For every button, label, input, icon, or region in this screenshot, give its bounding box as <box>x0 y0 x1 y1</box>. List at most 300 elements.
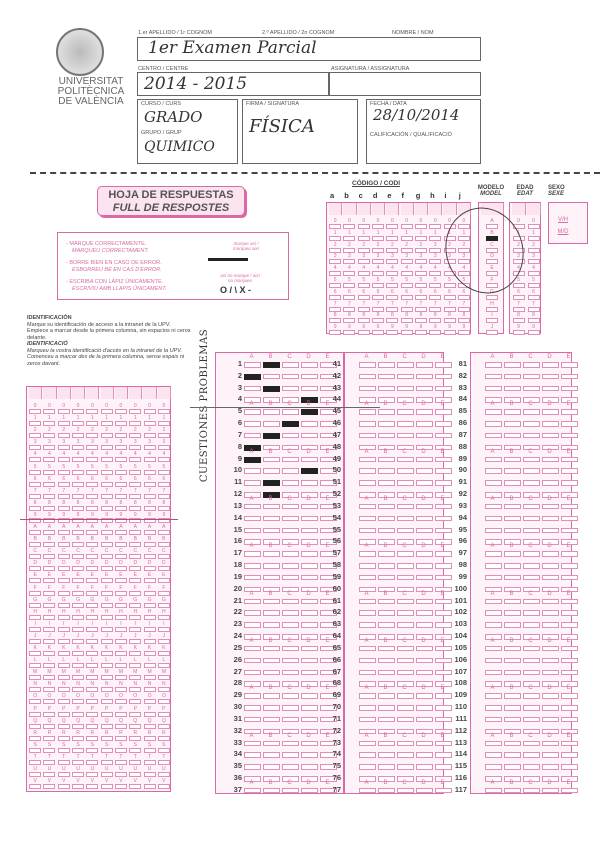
answer-bubble-c[interactable] <box>397 386 414 392</box>
answer-bubble-a[interactable] <box>244 705 261 711</box>
answer-bubble-b[interactable] <box>378 409 395 415</box>
bubble-option[interactable]: P <box>29 706 41 717</box>
bubble-option[interactable]: 4 <box>101 451 113 462</box>
answer-bubble-b[interactable] <box>504 741 521 747</box>
bubble-option[interactable]: 7 <box>43 488 55 499</box>
asignatura-field[interactable] <box>329 72 481 96</box>
answer-bubble-b[interactable] <box>504 468 521 474</box>
bubble-option[interactable]: 9 <box>29 512 41 523</box>
answer-bubble-a[interactable] <box>485 599 502 605</box>
bubble-option[interactable]: N <box>58 681 70 692</box>
bubble-option[interactable]: J <box>158 633 170 644</box>
answer-bubble-c[interactable] <box>523 575 540 581</box>
answer-bubble-a[interactable] <box>359 504 376 510</box>
bubble-option[interactable]: 3 <box>72 439 84 450</box>
write-in-cell[interactable] <box>158 387 171 399</box>
bubble-option[interactable]: C <box>58 548 70 559</box>
answer-bubble-c[interactable] <box>523 741 540 747</box>
bubble-option[interactable]: 3 <box>343 253 355 264</box>
answer-bubble-a[interactable] <box>485 693 502 699</box>
bubble-option[interactable]: R <box>129 730 141 741</box>
answer-bubble-d[interactable] <box>542 421 559 427</box>
answer-bubble-c[interactable] <box>282 764 299 770</box>
answer-bubble-b[interactable] <box>378 658 395 664</box>
answer-bubble-c[interactable] <box>397 528 414 534</box>
bubble-option[interactable]: C <box>29 548 41 559</box>
answer-bubble-c[interactable] <box>397 480 414 486</box>
answer-bubble-a[interactable] <box>485 421 502 427</box>
answer-bubble-b[interactable] <box>263 575 280 581</box>
answer-bubble-b[interactable] <box>263 741 280 747</box>
answer-bubble-b[interactable] <box>263 374 280 380</box>
bubble-option[interactable]: B <box>129 536 141 547</box>
answer-bubble-a[interactable] <box>244 457 261 463</box>
answer-bubble-d[interactable] <box>301 374 318 380</box>
bubble-option[interactable]: 6 <box>86 476 98 487</box>
answer-bubble-c[interactable] <box>397 752 414 758</box>
answer-bubble-b[interactable] <box>263 386 280 392</box>
answer-bubble-d[interactable] <box>301 468 318 474</box>
answer-bubble-c[interactable] <box>523 457 540 463</box>
answer-bubble-b[interactable] <box>263 599 280 605</box>
answer-bubble-d[interactable] <box>542 646 559 652</box>
bubble-option[interactable]: V <box>129 778 141 789</box>
bubble-option[interactable]: O <box>144 693 156 704</box>
bubble-option[interactable]: H <box>115 609 127 620</box>
answer-bubble-c[interactable] <box>523 386 540 392</box>
answer-bubble-b[interactable] <box>504 421 521 427</box>
bubble-option[interactable]: N <box>115 681 127 692</box>
bubble-option[interactable]: 2 <box>58 427 70 438</box>
answer-bubble-b[interactable] <box>504 646 521 652</box>
answer-bubble-b[interactable] <box>504 788 521 794</box>
bubble-option[interactable]: 6 <box>43 476 55 487</box>
bubble-option[interactable]: H <box>129 609 141 620</box>
answer-bubble-d[interactable] <box>301 693 318 699</box>
answer-bubble-c[interactable] <box>523 563 540 569</box>
answer-bubble-c[interactable] <box>523 693 540 699</box>
bubble-option[interactable]: 2 <box>415 242 427 253</box>
answer-bubble-d[interactable] <box>301 575 318 581</box>
bubble-option[interactable]: S <box>86 742 98 753</box>
write-in-cell[interactable] <box>86 387 99 399</box>
bubble-option[interactable]: T <box>58 754 70 765</box>
answer-bubble-a[interactable] <box>359 516 376 522</box>
bubble-option[interactable]: 4 <box>458 265 470 276</box>
bubble-option[interactable]: 4 <box>528 265 540 276</box>
bubble-option[interactable]: E <box>129 572 141 583</box>
answer-bubble-d[interactable] <box>416 599 433 605</box>
bubble-option[interactable]: 7 <box>358 301 370 312</box>
answer-bubble-b[interactable] <box>504 705 521 711</box>
answer-bubble-c[interactable] <box>397 433 414 439</box>
answer-bubble-c[interactable] <box>523 362 540 368</box>
answer-bubble-b[interactable] <box>378 705 395 711</box>
bubble-option[interactable]: V <box>115 778 127 789</box>
answer-bubble-d[interactable] <box>542 563 559 569</box>
bubble-option[interactable]: K <box>129 645 141 656</box>
bubble-option[interactable]: 6 <box>429 289 441 300</box>
bubble-option[interactable]: 3 <box>372 253 384 264</box>
bubble-option[interactable]: M <box>43 669 55 680</box>
answer-bubble-a[interactable] <box>244 575 261 581</box>
write-in-cell[interactable] <box>329 203 342 215</box>
answer-bubble-b[interactable] <box>504 610 521 616</box>
bubble-option[interactable]: E <box>86 572 98 583</box>
bubble-option[interactable]: 4 <box>86 451 98 462</box>
name-field[interactable]: 1er Examen Parcial <box>137 37 481 61</box>
answer-bubble-c[interactable] <box>523 528 540 534</box>
bubble-option[interactable]: 8 <box>444 312 456 323</box>
bubble-option[interactable]: 5 <box>343 277 355 288</box>
answer-bubble-d[interactable] <box>542 551 559 557</box>
write-in-cell[interactable] <box>43 387 56 399</box>
answer-bubble-c[interactable] <box>397 705 414 711</box>
bubble-option[interactable]: 3 <box>129 439 141 450</box>
bubble-option[interactable]: 1 <box>43 415 55 426</box>
bubble-option[interactable]: M <box>29 669 41 680</box>
answer-bubble-a[interactable] <box>244 563 261 569</box>
bubble-option[interactable]: 5 <box>29 464 41 475</box>
answer-bubble-c[interactable] <box>282 421 299 427</box>
answer-bubble-b[interactable] <box>378 386 395 392</box>
bubble-option[interactable]: H <box>86 609 98 620</box>
bubble-option[interactable]: S <box>72 742 84 753</box>
bubble-option[interactable]: 7 <box>528 301 540 312</box>
bubble-option[interactable]: 9 <box>329 324 341 335</box>
answer-bubble-a[interactable] <box>244 599 261 605</box>
answer-bubble-b[interactable] <box>378 752 395 758</box>
answer-bubble-c[interactable] <box>523 480 540 486</box>
answer-bubble-e[interactable] <box>561 788 578 794</box>
answer-bubble-c[interactable] <box>397 610 414 616</box>
bubble-option[interactable]: 0 <box>444 218 456 229</box>
write-in-cell[interactable] <box>143 387 156 399</box>
answer-bubble-c[interactable] <box>523 622 540 628</box>
bubble-option[interactable]: V <box>43 778 55 789</box>
answer-bubble-b[interactable] <box>504 386 521 392</box>
bubble-option[interactable]: 0 <box>43 403 55 414</box>
answer-bubble-c[interactable] <box>282 386 299 392</box>
write-in-cell[interactable] <box>343 203 356 215</box>
answer-bubble-b[interactable] <box>378 670 395 676</box>
answer-bubble-c[interactable] <box>397 516 414 522</box>
answer-bubble-a[interactable] <box>485 362 502 368</box>
bubble-option[interactable]: 0 <box>329 218 341 229</box>
answer-bubble-b[interactable] <box>378 480 395 486</box>
bubble-option[interactable]: Q <box>86 718 98 729</box>
answer-bubble-c[interactable] <box>397 575 414 581</box>
answer-bubble-d[interactable] <box>542 622 559 628</box>
bubble-option[interactable]: D <box>158 560 170 571</box>
bubble-option[interactable]: L <box>115 657 127 668</box>
answer-bubble-e[interactable] <box>561 752 578 758</box>
answer-bubble-a[interactable] <box>244 362 261 368</box>
answer-bubble-c[interactable] <box>282 693 299 699</box>
bubble-option[interactable]: S <box>29 742 41 753</box>
bubble-option[interactable]: B <box>486 230 498 241</box>
answer-bubble-c[interactable] <box>282 705 299 711</box>
bubble-option[interactable]: 8 <box>29 500 41 511</box>
bubble-option[interactable]: 4 <box>386 265 398 276</box>
bubble-option[interactable]: 7 <box>86 488 98 499</box>
answer-bubble-b[interactable] <box>504 563 521 569</box>
bubble-option[interactable]: T <box>29 754 41 765</box>
write-in-cell[interactable] <box>443 203 456 215</box>
answer-bubble-d[interactable] <box>542 457 559 463</box>
bubble-option[interactable]: U <box>58 766 70 777</box>
write-in-cell[interactable] <box>72 387 85 399</box>
write-in-cell[interactable] <box>358 203 371 215</box>
write-in-cell[interactable] <box>512 203 526 215</box>
answer-bubble-a[interactable] <box>244 516 261 522</box>
bubble-option[interactable]: 2 <box>129 427 141 438</box>
answer-bubble-c[interactable] <box>397 409 414 415</box>
bubble-option[interactable]: E <box>486 265 498 276</box>
bubble-option[interactable]: J <box>129 633 141 644</box>
answer-bubble-a[interactable] <box>244 433 261 439</box>
bubble-option[interactable]: P <box>129 706 141 717</box>
answer-bubble-d[interactable] <box>301 504 318 510</box>
bubble-option[interactable]: N <box>86 681 98 692</box>
bubble-option[interactable]: B <box>144 536 156 547</box>
answer-bubble-a[interactable] <box>485 741 502 747</box>
bubble-option[interactable]: 6 <box>444 289 456 300</box>
answer-bubble-b[interactable] <box>263 670 280 676</box>
bubble-option[interactable]: M <box>115 669 127 680</box>
bubble-option[interactable]: R <box>158 730 170 741</box>
answer-bubble-c[interactable] <box>523 504 540 510</box>
answer-bubble-e[interactable] <box>561 741 578 747</box>
bubble-option[interactable]: 4 <box>444 265 456 276</box>
bubble-option[interactable]: B <box>29 536 41 547</box>
answer-bubble-a[interactable] <box>359 421 376 427</box>
answer-bubble-c[interactable] <box>282 409 299 415</box>
bubble-option[interactable]: G <box>101 597 113 608</box>
bubble-option[interactable]: 8 <box>513 312 525 323</box>
answer-column-3[interactable] <box>454 352 572 794</box>
bubble-option[interactable]: 1 <box>429 230 441 241</box>
bubble-option[interactable]: 2 <box>358 242 370 253</box>
bubble-option[interactable]: S <box>115 742 127 753</box>
answer-bubble-e[interactable] <box>561 670 578 676</box>
answer-bubble-d[interactable] <box>301 409 318 415</box>
answer-bubble-a[interactable] <box>244 717 261 723</box>
bubble-option[interactable]: 8 <box>86 500 98 511</box>
bubble-option[interactable]: G <box>43 597 55 608</box>
bubble-option[interactable]: V <box>58 778 70 789</box>
answer-bubble-e[interactable] <box>561 599 578 605</box>
answer-bubble-d[interactable] <box>416 374 433 380</box>
answer-bubble-a[interactable] <box>359 741 376 747</box>
answer-bubble-b[interactable] <box>263 362 280 368</box>
bubble-option[interactable]: 3 <box>158 439 170 450</box>
bubble-option[interactable]: 7 <box>429 301 441 312</box>
bubble-option[interactable]: 0 <box>358 218 370 229</box>
bubble-option[interactable]: 9 <box>358 324 370 335</box>
answer-bubble-d[interactable] <box>416 741 433 747</box>
answer-bubble-c[interactable] <box>523 752 540 758</box>
bubble-option[interactable]: K <box>144 645 156 656</box>
bubble-option[interactable]: F <box>86 585 98 596</box>
bubble-option[interactable]: 9 <box>386 324 398 335</box>
answer-bubble-a[interactable] <box>485 705 502 711</box>
answer-bubble-c[interactable] <box>282 504 299 510</box>
bubble-option[interactable]: R <box>101 730 113 741</box>
bubble-option[interactable]: 6 <box>358 289 370 300</box>
answer-bubble-c[interactable] <box>282 362 299 368</box>
answer-bubble-b[interactable] <box>263 764 280 770</box>
answer-bubble-e[interactable] <box>561 421 578 427</box>
bubble-option[interactable]: 2 <box>458 242 470 253</box>
bubble-option[interactable]: 6 <box>101 476 113 487</box>
bubble-option[interactable]: 0 <box>528 218 540 229</box>
answer-bubble-d[interactable] <box>416 705 433 711</box>
bubble-option[interactable]: G <box>115 597 127 608</box>
answer-bubble-d[interactable] <box>301 622 318 628</box>
bubble-option[interactable]: K <box>158 645 170 656</box>
bubble-option[interactable]: I <box>72 621 84 632</box>
answer-bubble-d[interactable] <box>416 693 433 699</box>
bubble-option[interactable]: M <box>86 669 98 680</box>
answer-bubble-a[interactable] <box>485 658 502 664</box>
answer-bubble-b[interactable] <box>504 764 521 770</box>
answer-bubble-d[interactable] <box>416 386 433 392</box>
bubble-option[interactable]: N <box>129 681 141 692</box>
write-in-cell[interactable] <box>415 203 428 215</box>
answer-bubble-e[interactable] <box>561 610 578 616</box>
bubble-option[interactable]: C <box>72 548 84 559</box>
write-in-cell[interactable] <box>401 203 414 215</box>
answer-bubble-d[interactable] <box>301 610 318 616</box>
answer-bubble-a[interactable] <box>359 457 376 463</box>
answer-bubble-a[interactable] <box>359 563 376 569</box>
answer-bubble-e[interactable] <box>561 563 578 569</box>
bubble-option[interactable]: H <box>144 609 156 620</box>
answer-bubble-d[interactable] <box>416 563 433 569</box>
bubble-option[interactable]: F <box>58 585 70 596</box>
bubble-option[interactable]: 4 <box>72 451 84 462</box>
answer-bubble-c[interactable] <box>282 516 299 522</box>
bubble-option[interactable]: V <box>101 778 113 789</box>
bubble-option[interactable]: I <box>43 621 55 632</box>
answer-bubble-c[interactable] <box>523 468 540 474</box>
answer-bubble-b[interactable] <box>378 693 395 699</box>
bubble-option[interactable]: H <box>101 609 113 620</box>
answer-bubble-d[interactable] <box>416 717 433 723</box>
bubble-option[interactable]: 5 <box>429 277 441 288</box>
bubble-option[interactable]: M <box>158 669 170 680</box>
bubble-option[interactable]: 0 <box>343 218 355 229</box>
bubble-option[interactable]: G <box>72 597 84 608</box>
bubble-option[interactable]: I <box>486 312 498 323</box>
bubble-option[interactable]: F <box>115 585 127 596</box>
answer-bubble-b[interactable] <box>504 362 521 368</box>
bubble-option[interactable]: 5 <box>329 277 341 288</box>
answer-bubble-a[interactable] <box>244 658 261 664</box>
answer-bubble-d[interactable] <box>542 480 559 486</box>
bubble-option[interactable]: H <box>158 609 170 620</box>
bubble-option[interactable]: 8 <box>528 312 540 323</box>
answer-bubble-c[interactable] <box>282 575 299 581</box>
answer-bubble-a[interactable] <box>485 646 502 652</box>
bubble-option[interactable]: 1 <box>115 415 127 426</box>
bubble-option[interactable]: 4 <box>144 451 156 462</box>
bubble-option[interactable]: 1 <box>329 230 341 241</box>
answer-bubble-a[interactable] <box>359 575 376 581</box>
answer-bubble-d[interactable] <box>416 670 433 676</box>
bubble-option[interactable]: 7 <box>72 488 84 499</box>
answer-bubble-d[interactable] <box>416 658 433 664</box>
bubble-option[interactable]: F <box>158 585 170 596</box>
answer-bubble-d[interactable] <box>416 646 433 652</box>
answer-bubble-c[interactable] <box>282 646 299 652</box>
answer-bubble-a[interactable] <box>244 788 261 794</box>
bubble-option[interactable]: 8 <box>58 500 70 511</box>
bubble-option[interactable]: 1 <box>386 230 398 241</box>
bubble-option[interactable]: 2 <box>528 242 540 253</box>
bubble-option[interactable]: 1 <box>458 230 470 241</box>
answer-bubble-d[interactable] <box>416 528 433 534</box>
answer-bubble-b[interactable] <box>504 528 521 534</box>
bubble-option[interactable]: 1 <box>86 415 98 426</box>
answer-bubble-b[interactable] <box>504 433 521 439</box>
bubble-option[interactable]: 3 <box>458 253 470 264</box>
answer-bubble-b[interactable] <box>263 622 280 628</box>
answer-bubble-d[interactable] <box>416 622 433 628</box>
bubble-option[interactable]: O <box>58 693 70 704</box>
answer-bubble-d[interactable] <box>542 409 559 415</box>
answer-bubble-e[interactable] <box>561 362 578 368</box>
answer-bubble-d[interactable] <box>416 457 433 463</box>
bubble-option[interactable]: K <box>115 645 127 656</box>
answer-bubble-c[interactable] <box>523 421 540 427</box>
bubble-option[interactable]: S <box>144 742 156 753</box>
answer-bubble-a[interactable] <box>359 646 376 652</box>
bubble-option[interactable]: B <box>58 536 70 547</box>
bubble-option[interactable]: D <box>72 560 84 571</box>
answer-bubble-d[interactable] <box>416 433 433 439</box>
bubble-option[interactable]: 7 <box>401 301 413 312</box>
answer-bubble-b[interactable] <box>504 693 521 699</box>
bubble-option[interactable]: 9 <box>129 512 141 523</box>
answer-bubble-b[interactable] <box>504 480 521 486</box>
answer-bubble-d[interactable] <box>542 374 559 380</box>
bubble-option[interactable]: 1 <box>401 230 413 241</box>
answer-bubble-d[interactable] <box>416 575 433 581</box>
answer-bubble-e[interactable] <box>561 504 578 510</box>
answer-bubble-c[interactable] <box>523 374 540 380</box>
sexo-grid[interactable]: V/H M/D <box>548 202 588 244</box>
bubble-option[interactable]: 0 <box>86 403 98 414</box>
bubble-option[interactable]: 0 <box>158 403 170 414</box>
bubble-option[interactable]: 7 <box>329 301 341 312</box>
answer-bubble-a[interactable] <box>244 504 261 510</box>
bubble-option[interactable]: 9 <box>43 512 55 523</box>
answer-bubble-c[interactable] <box>397 788 414 794</box>
answer-bubble-c[interactable] <box>523 670 540 676</box>
bubble-option[interactable]: 5 <box>401 277 413 288</box>
answer-bubble-a[interactable] <box>485 374 502 380</box>
bubble-option[interactable]: 2 <box>386 242 398 253</box>
answer-bubble-a[interactable] <box>359 705 376 711</box>
answer-bubble-d[interactable] <box>301 433 318 439</box>
answer-bubble-c[interactable] <box>282 788 299 794</box>
bubble-option[interactable]: K <box>43 645 55 656</box>
answer-bubble-d[interactable] <box>301 741 318 747</box>
bubble-option[interactable]: V <box>144 778 156 789</box>
answer-bubble-b[interactable] <box>263 788 280 794</box>
